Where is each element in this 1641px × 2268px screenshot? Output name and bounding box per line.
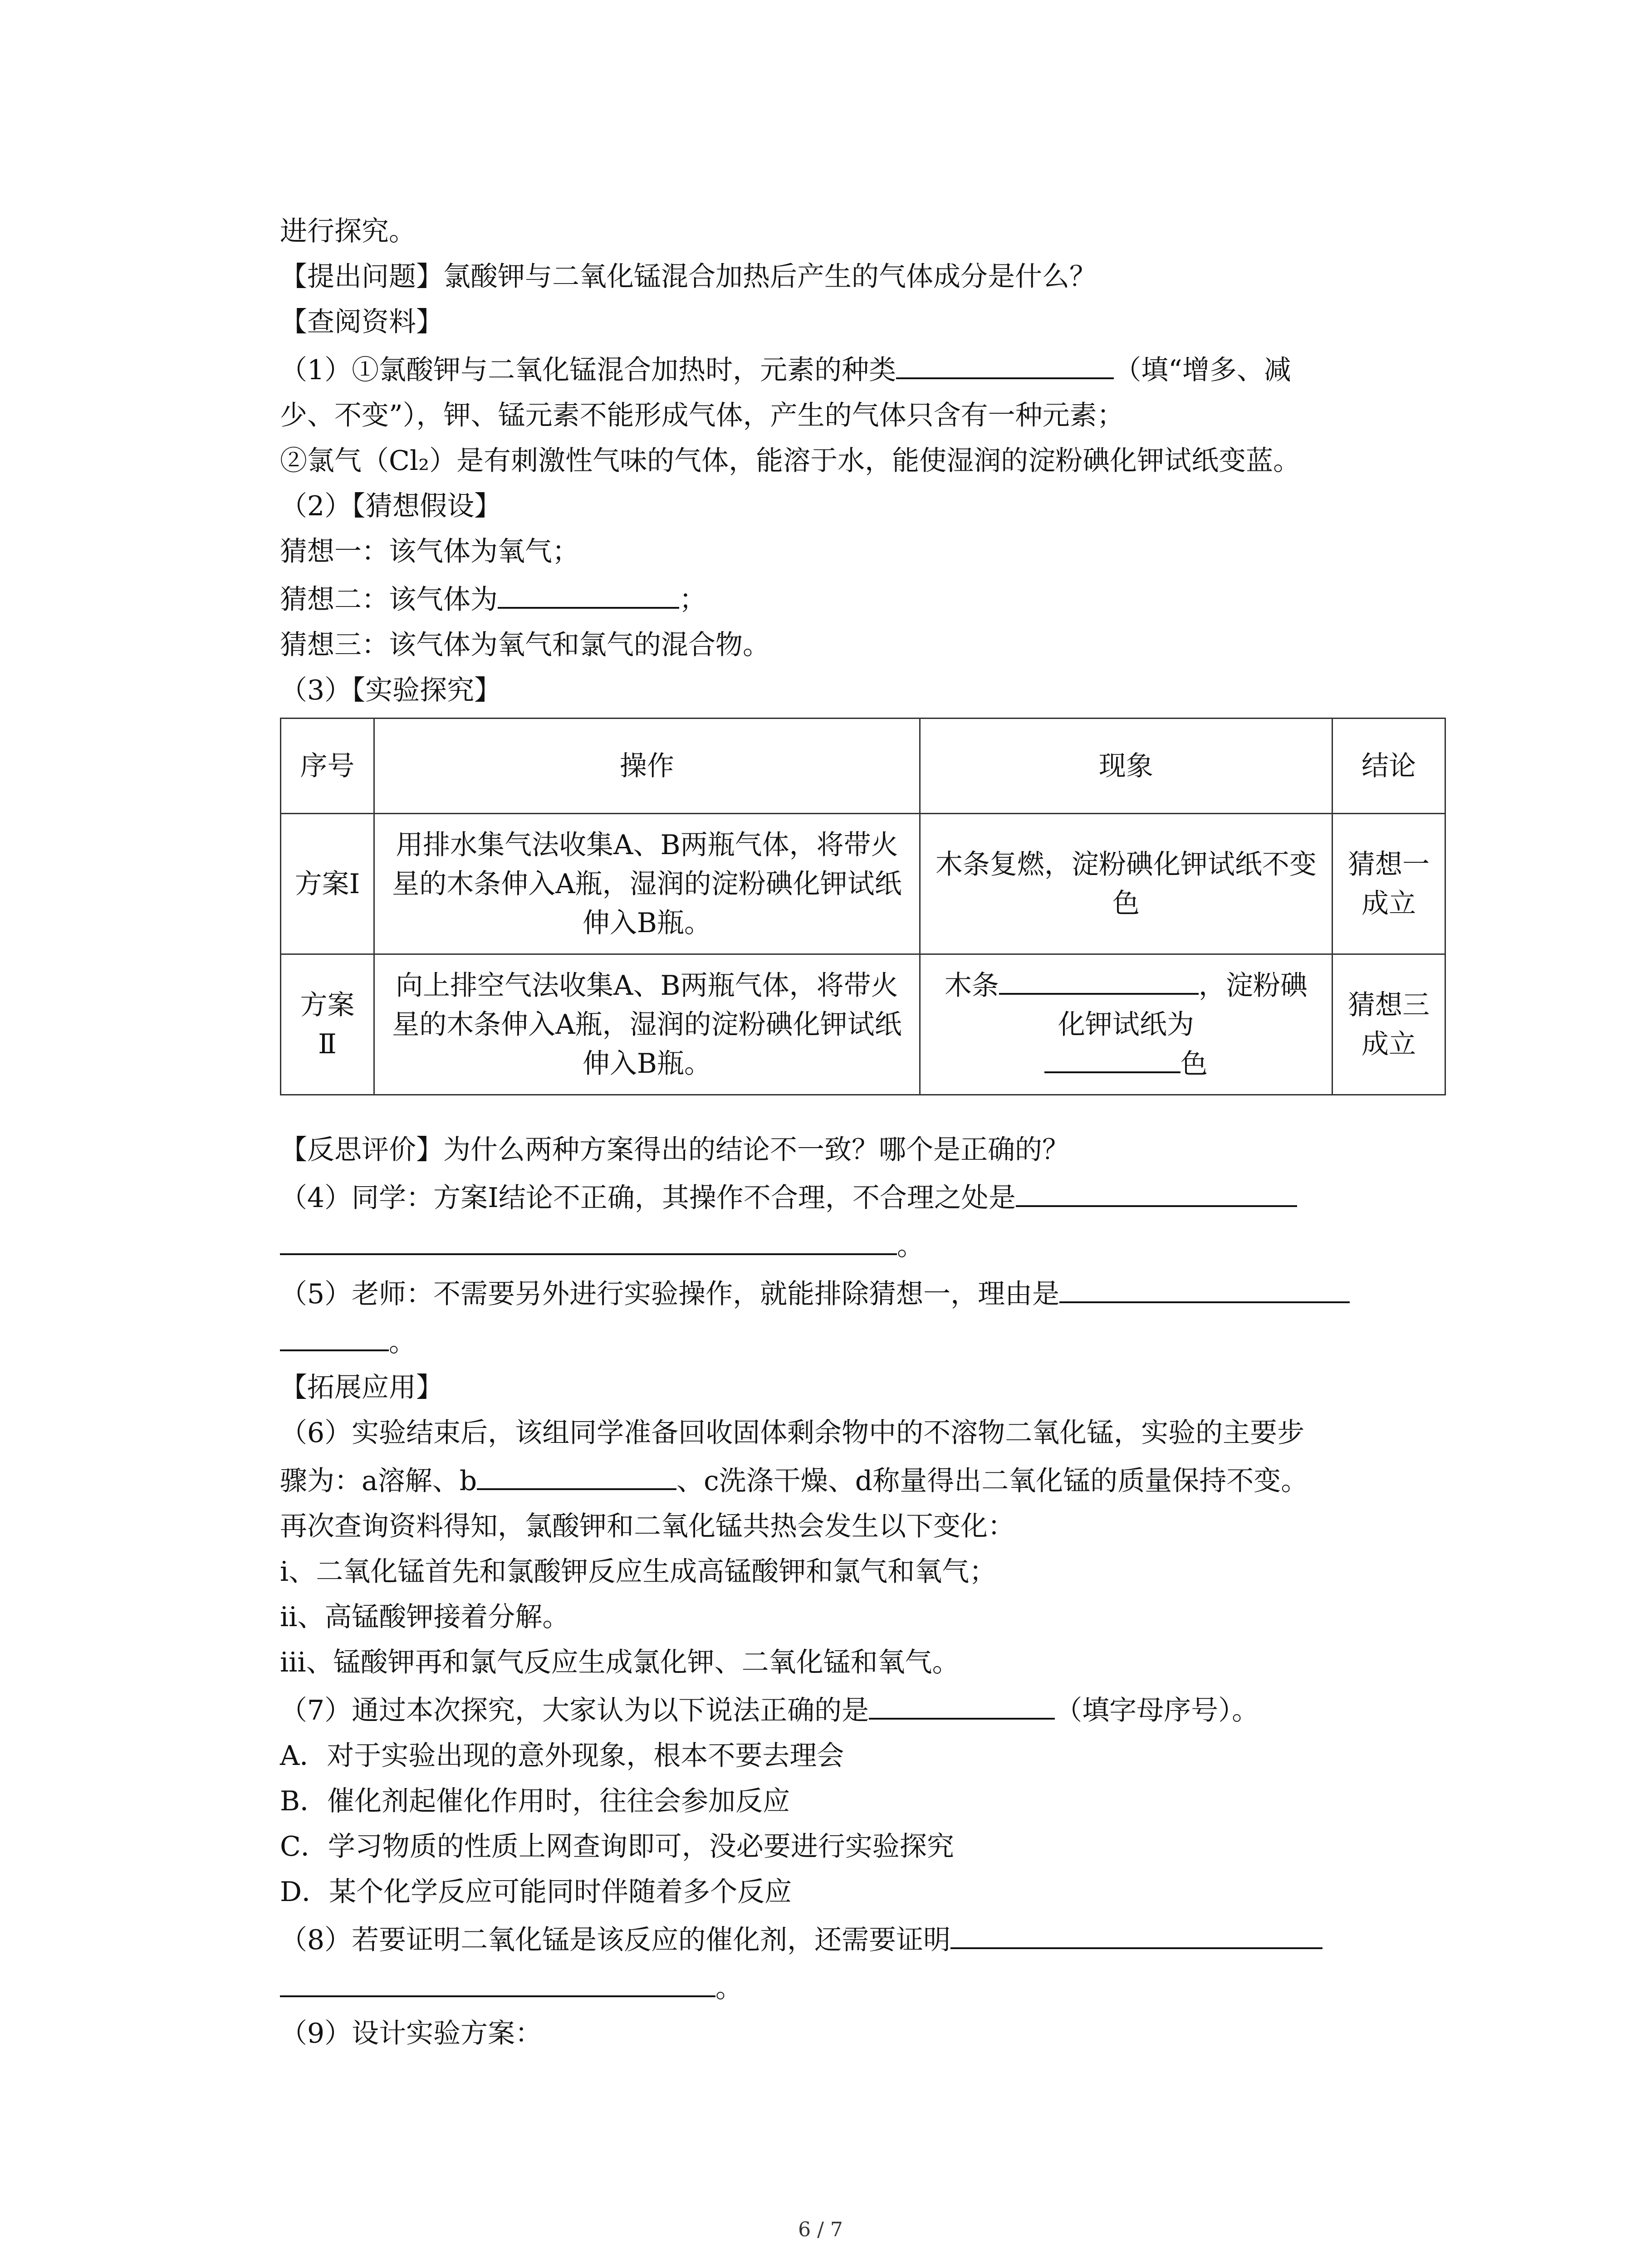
text-line: 进行探究。 bbox=[280, 215, 416, 247]
text-line: ⅱ、高锰酸钾接着分解。 bbox=[280, 1601, 570, 1633]
answer-blank[interactable] bbox=[280, 1963, 715, 1997]
page-number: 6 / 7 bbox=[798, 2218, 843, 2241]
answer-blank[interactable] bbox=[498, 574, 679, 609]
text-segment: 骤为：a溶解、b bbox=[280, 1465, 477, 1497]
answer-blank[interactable] bbox=[280, 1317, 389, 1351]
text-line bbox=[280, 1269, 1439, 1317]
option-b: B．催化剂起催化作用时，往往会参加反应 bbox=[280, 1785, 790, 1817]
text-segment: 木条 bbox=[944, 969, 999, 1002]
option-c: C．学习物质的性质上网查询即可，没必要进行实验探究 bbox=[280, 1831, 954, 1862]
section-heading: （2）【猜想假设】 bbox=[280, 490, 502, 522]
table-header-cell: 操作 bbox=[374, 719, 920, 814]
table-header-cell: 结论 bbox=[1332, 719, 1445, 814]
text-segment: （5）老师：不需要另外进行实验操作，就能排除猜想一，理由是 bbox=[280, 1278, 1060, 1310]
answer-blank[interactable] bbox=[869, 1685, 1055, 1720]
text-line: 少、不变”），钾、锰元素不能形成气体，产生的气体只含有一种元素； bbox=[280, 400, 1124, 431]
answer-blank[interactable] bbox=[477, 1456, 676, 1490]
text-segment: 猜想二：该气体为 bbox=[280, 584, 498, 616]
text-segment: （8）若要证明二氧化锰是该反应的催化剂，还需要证明 bbox=[280, 1924, 951, 1956]
text-line: ⅰ、二氧化锰首先和氯酸钾反应生成高锰酸钾和氯气和氧气； bbox=[280, 1556, 997, 1588]
text-segment: 色 bbox=[1180, 1048, 1208, 1080]
text-line: （6）实验结束后，该组同学准备回收固体剩余物中的不溶物二氧化锰，实验的主要步 bbox=[280, 1417, 1305, 1449]
text-line bbox=[280, 345, 1439, 393]
hypothesis-1: 猜想一：该气体为氧气； bbox=[280, 536, 579, 567]
text-line bbox=[280, 1685, 1439, 1733]
text-segment: 、c洗涤干燥、d称量得出二氧化锰的质量保持不变。 bbox=[676, 1465, 1308, 1497]
table-header-cell: 现象 bbox=[920, 719, 1332, 814]
section-heading: （3）【实验探究】 bbox=[280, 675, 502, 706]
section-heading: 【拓展应用】 bbox=[280, 1372, 443, 1403]
experiment-table bbox=[280, 718, 1446, 1095]
text-segment: 。 bbox=[389, 1326, 416, 1358]
text-segment: （7）通过本次探究，大家认为以下说法正确的是 bbox=[280, 1695, 869, 1726]
text-segment: （1）①氯酸钾与二氧化锰混合加热时，元素的种类 bbox=[280, 354, 896, 386]
answer-blank[interactable] bbox=[1059, 1269, 1350, 1303]
table-header-cell: 序号 bbox=[281, 719, 374, 814]
text-segment: ； bbox=[679, 584, 706, 616]
text-segment: （填“增多、减 bbox=[1114, 354, 1291, 386]
text-line bbox=[280, 1173, 1439, 1221]
text-line: ②氯气（Cl₂）是有刺激性气味的气体，能溶于水，能使湿润的淀粉碘化钾试纸变蓝。 bbox=[280, 445, 1301, 477]
text-line bbox=[280, 1221, 1439, 1269]
table-header-row bbox=[281, 719, 1445, 814]
option-d: D．某个化学反应可能同时伴随着多个反应 bbox=[280, 1876, 792, 1908]
question-heading: 【提出问题】氯酸钾与二氧化锰混合加热后产生的气体成分是什么？ bbox=[280, 261, 1097, 293]
text-segment: （4）同学：方案Ⅰ结论不正确，其操作不合理，不合理之处是 bbox=[280, 1182, 1016, 1214]
text-line: ⅲ、锰酸钾再和氯气反应生成氯化钾、二氧化锰和氧气。 bbox=[280, 1647, 960, 1678]
table-row bbox=[281, 954, 1445, 1095]
table-cell: 猜想三成立 bbox=[1332, 954, 1445, 1095]
text-line bbox=[280, 1317, 1439, 1365]
table-cell: 用排水集气法收集A、B两瓶气体，将带火星的木条伸入A瓶，湿润的淀粉碘化钾试纸伸入B瓶。 bbox=[374, 814, 920, 954]
text-line bbox=[280, 1963, 1439, 2011]
answer-blank[interactable] bbox=[1016, 1173, 1297, 1207]
section-heading: 【反思评价】为什么两种方案得出的结论不一致？哪个是正确的？ bbox=[280, 1134, 1069, 1166]
text-line: 再次查询资料得知，氯酸钾和二氧化锰共热会发生以下变化： bbox=[280, 1510, 1015, 1542]
table-cell: 方案Ⅰ bbox=[281, 814, 374, 954]
option-a: A．对于实验出现的意外现象，根本不要去理会 bbox=[280, 1740, 844, 1772]
text-line bbox=[280, 1456, 1439, 1504]
text-line: （9）设计实验方案： bbox=[280, 2018, 543, 2049]
table-cell bbox=[920, 954, 1332, 1095]
text-segment: （填字母序号）。 bbox=[1055, 1695, 1259, 1726]
table-cell: 猜想一成立 bbox=[1332, 814, 1445, 954]
table-cell: 方案Ⅱ bbox=[281, 954, 374, 1095]
answer-blank[interactable] bbox=[896, 345, 1114, 379]
hypothesis-3: 猜想三：该气体为氧气和氯气的混合物。 bbox=[280, 629, 770, 661]
text-segment: ，淀粉碘化钾试纸为 bbox=[1058, 969, 1308, 1041]
answer-blank[interactable] bbox=[950, 1915, 1323, 1949]
document-body bbox=[280, 209, 1439, 2056]
text-segment: 。 bbox=[897, 1230, 924, 1262]
hypothesis-2 bbox=[280, 574, 1439, 622]
table-cell: 向上排空气法收集A、B两瓶气体，将带火星的木条伸入A瓶，湿润的淀粉碘化钾试纸伸入B瓶。 bbox=[374, 954, 920, 1095]
text-line bbox=[280, 1915, 1439, 1963]
answer-blank[interactable] bbox=[999, 966, 1199, 995]
text-segment: 。 bbox=[715, 1972, 743, 2004]
answer-blank[interactable] bbox=[280, 1221, 897, 1255]
answer-blank[interactable] bbox=[1044, 1044, 1181, 1073]
table-cell: 木条复燃，淀粉碘化钾试纸不变色 bbox=[920, 814, 1332, 954]
section-heading: 【查阅资料】 bbox=[280, 306, 443, 338]
table-row bbox=[281, 814, 1445, 954]
